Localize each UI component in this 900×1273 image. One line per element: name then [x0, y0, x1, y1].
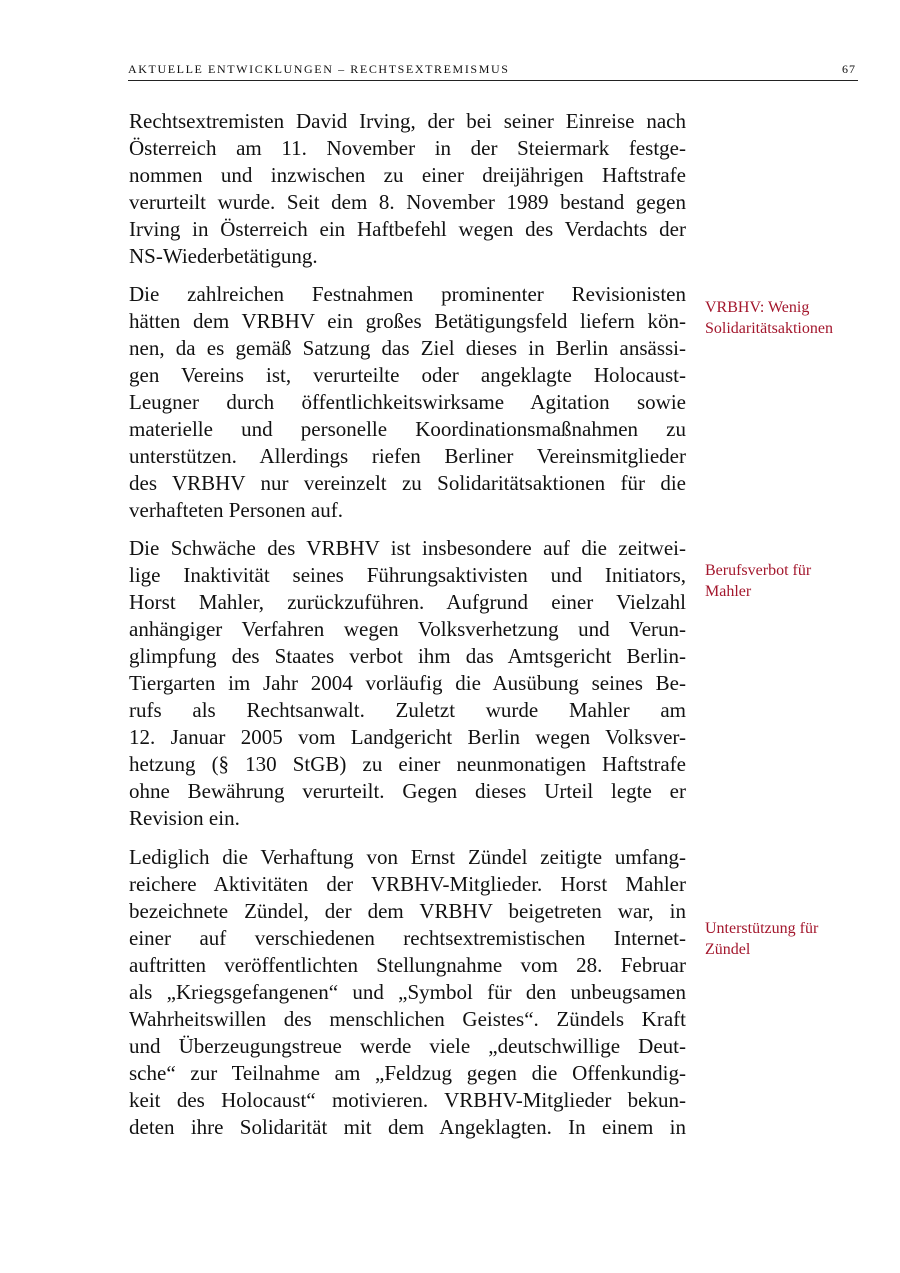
text-line: als „Kriegsgefangenen“ und „Symbol für den unbeugsamen [129, 980, 686, 1004]
header-title: AKTUELLE ENTWICKLUNGEN – RECHTSEXTREMISMUS [128, 62, 510, 76]
margin-note-line: Mahler [705, 582, 752, 600]
page-number: 67 [842, 62, 856, 76]
text-line: unterstützen. Allerdings riefen Berliner Vereinsmitglieder [129, 444, 686, 468]
text-line: Rechtsextremisten David Irving, der bei seiner Einreise nach [129, 109, 686, 133]
text-line: einer auf verschiedenen rechtsextremistischen Internet- [129, 926, 686, 950]
paragraph-3 [129, 535, 686, 832]
text-line: Lediglich die Verhaftung von Ernst Zündel zeitigte umfang- [129, 845, 686, 869]
margin-note-line: Berufsverbot für [705, 562, 812, 579]
text-line: hätten dem VRBHV ein großes Betätigungsfeld liefern kön- [129, 309, 686, 333]
margin-note-line: Solidaritätsaktionen [705, 319, 833, 337]
text-line: nen, da es gemäß Satzung das Ziel dieses in Berlin ansässi- [129, 336, 686, 360]
text-line: 12. Januar 2005 vom Landgericht Berlin wegen Volksver- [129, 725, 686, 749]
text-line: deten ihre Solidarität mit dem Angeklagten. In einem in [129, 1115, 686, 1139]
margin-note-line: VRBHV: Wenig [705, 299, 810, 316]
text-line: lige Inaktivität seines Führungsaktivisten und Initiators, [129, 563, 686, 587]
text-line: verhafteten Personen auf. [129, 498, 343, 522]
text-line: nommen und inzwischen zu einer dreijährigen Haftstrafe [129, 163, 686, 187]
margin-note-zuendel [705, 919, 818, 960]
margin-note-berufsverbot [705, 561, 811, 602]
text-line: Wahrheitswillen des menschlichen Geistes“. Zündels Kraft [129, 1007, 686, 1031]
text-line: glimpfung des Staates verbot ihm das Amtsgericht Berlin- [129, 644, 686, 668]
text-line: auftritten veröffentlichten Stellungnahme vom 28. Februar [129, 953, 686, 977]
text-line: Tiergarten im Jahr 2004 vorläufig die Ausübung seines Be- [129, 671, 686, 695]
text-line: rufs als Rechtsanwalt. Zuletzt wurde Mahler am [129, 698, 686, 722]
margin-note-solidarity [705, 298, 833, 339]
text-line: des VRBHV nur vereinzelt zu Solidaritätsaktionen für die [129, 471, 686, 495]
text-line: und Überzeugungstreue werde viele „deutschwillige Deut- [129, 1034, 686, 1058]
margin-note-line: Unterstützung für [705, 920, 819, 937]
text-line: hetzung (§ 130 StGB) zu einer neunmonatigen Haftstrafe [129, 752, 686, 776]
text-line: Die Schwäche des VRBHV ist insbesondere auf die zeitwei- [129, 536, 686, 560]
text-line: gen Vereins ist, verurteilte oder angeklagte Holocaust- [129, 363, 686, 387]
paragraph-1 [129, 108, 686, 270]
text-line: NS-Wiederbetätigung. [129, 244, 318, 268]
text-line: Leugner durch öffentlichkeitswirksame Agitation sowie [129, 390, 686, 414]
text-line: keit des Holocaust“ motivieren. VRBHV-Mitglieder bekun- [129, 1088, 686, 1112]
text-line: materielle und personelle Koordinationsmaßnahmen zu [129, 417, 686, 441]
text-line: anhängiger Verfahren wegen Volksverhetzung und Verun- [129, 617, 686, 641]
running-header [128, 62, 858, 81]
text-line: Revision ein. [129, 806, 240, 830]
text-line: reichere Aktivitäten der VRBHV-Mitglieder. Horst Mahler [129, 872, 686, 896]
text-line: ohne Bewährung verurteilt. Gegen dieses Urteil legte er [129, 779, 686, 803]
margin-note-line: Zündel [705, 940, 751, 958]
text-line: Österreich am 11. November in der Steiermark festge- [129, 136, 686, 160]
text-line: Horst Mahler, zurückzuführen. Aufgrund einer Vielzahl [129, 590, 686, 614]
text-line: bezeichnete Zündel, der dem VRBHV beigetreten war, in [129, 899, 686, 923]
paragraph-2 [129, 281, 686, 524]
text-line: sche“ zur Teilnahme am „Feldzug gegen die Offenkundig- [129, 1061, 686, 1085]
text-line: Die zahlreichen Festnahmen prominenter Revisionisten [129, 282, 686, 306]
text-line: verurteilt wurde. Seit dem 8. November 1989 bestand gegen [129, 190, 686, 214]
paragraph-4 [129, 844, 686, 1141]
text-line: Irving in Österreich ein Haftbefehl wegen des Verdachts der [129, 217, 686, 241]
